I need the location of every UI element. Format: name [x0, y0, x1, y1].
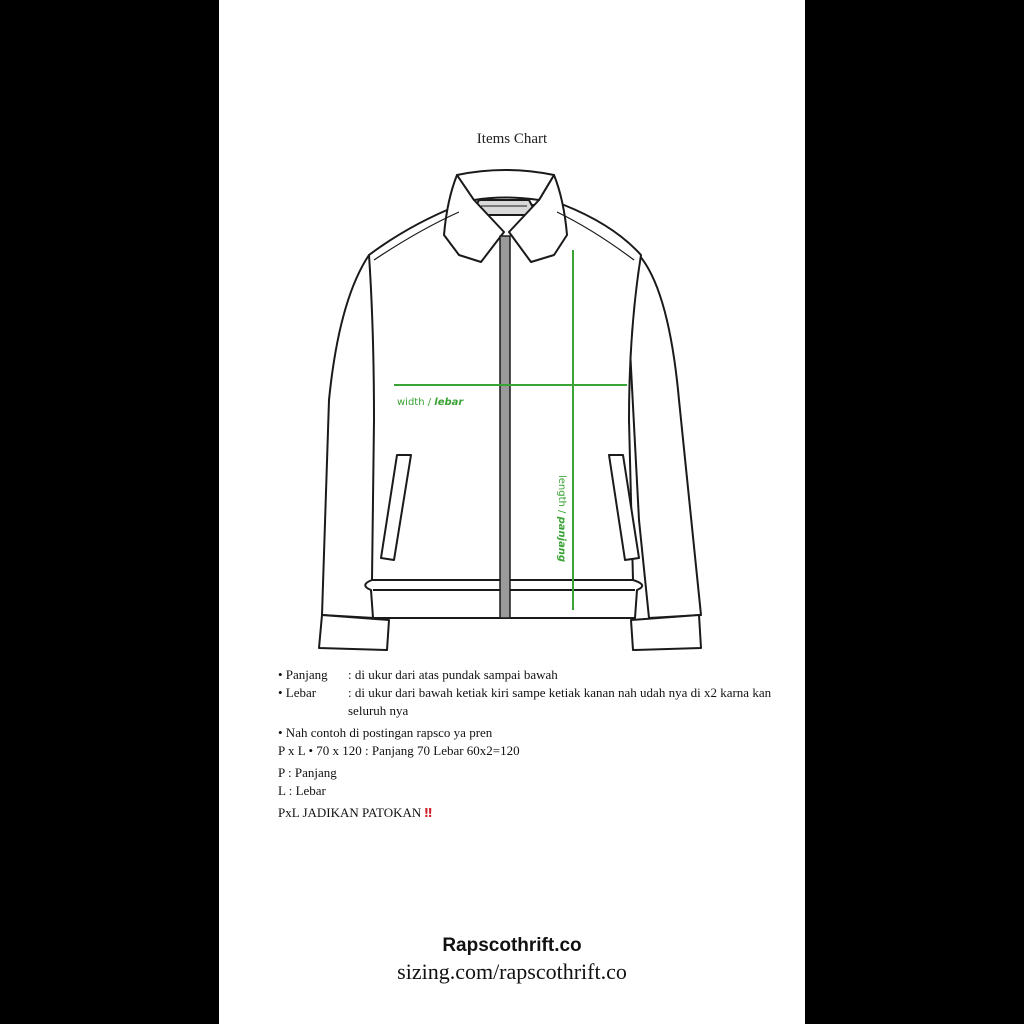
panjang-note [278, 666, 778, 684]
brand-name: Rapscothrift.co [442, 935, 582, 956]
p-definition: P : Panjang [278, 765, 337, 780]
left-cuff [319, 615, 389, 650]
sizing-page [219, 0, 805, 1024]
width-label: width / lebar [397, 397, 464, 408]
formula-note: P x L • 70 x 120 : Panjang 70 Lebar 60x2=120 [278, 743, 520, 758]
sizing-url: sizing.com/rapscothrift.co [397, 959, 627, 984]
panjang-term: • Panjang [278, 667, 328, 682]
right-sleeve [629, 255, 701, 618]
chart-title: Items Chart [476, 131, 548, 147]
patokan-note [278, 804, 778, 822]
sizing-notes [278, 666, 778, 822]
panjang-desc: : di ukur dari atas pundak sampai bawah [348, 667, 558, 682]
right-cuff [631, 615, 701, 650]
length-label: length / panjang [556, 475, 567, 563]
patokan-text: PxL JADIKAN PATOKAN [278, 805, 425, 820]
example-note: • Nah contoh di postingan rapsco ya pren [278, 725, 493, 740]
l-definition: L : Lebar [278, 783, 326, 798]
lebar-desc: : di ukur dari bawah ketiak kiri sampe ketiak kanan nah udah nya di x2 karna kan seluruh nya [348, 685, 772, 718]
lebar-term: • Lebar [278, 685, 317, 700]
jacket-diagram [219, 0, 805, 660]
lebar-note [278, 684, 778, 720]
double-exclamation-icon: ‼ [424, 806, 433, 820]
zipper [500, 236, 510, 618]
